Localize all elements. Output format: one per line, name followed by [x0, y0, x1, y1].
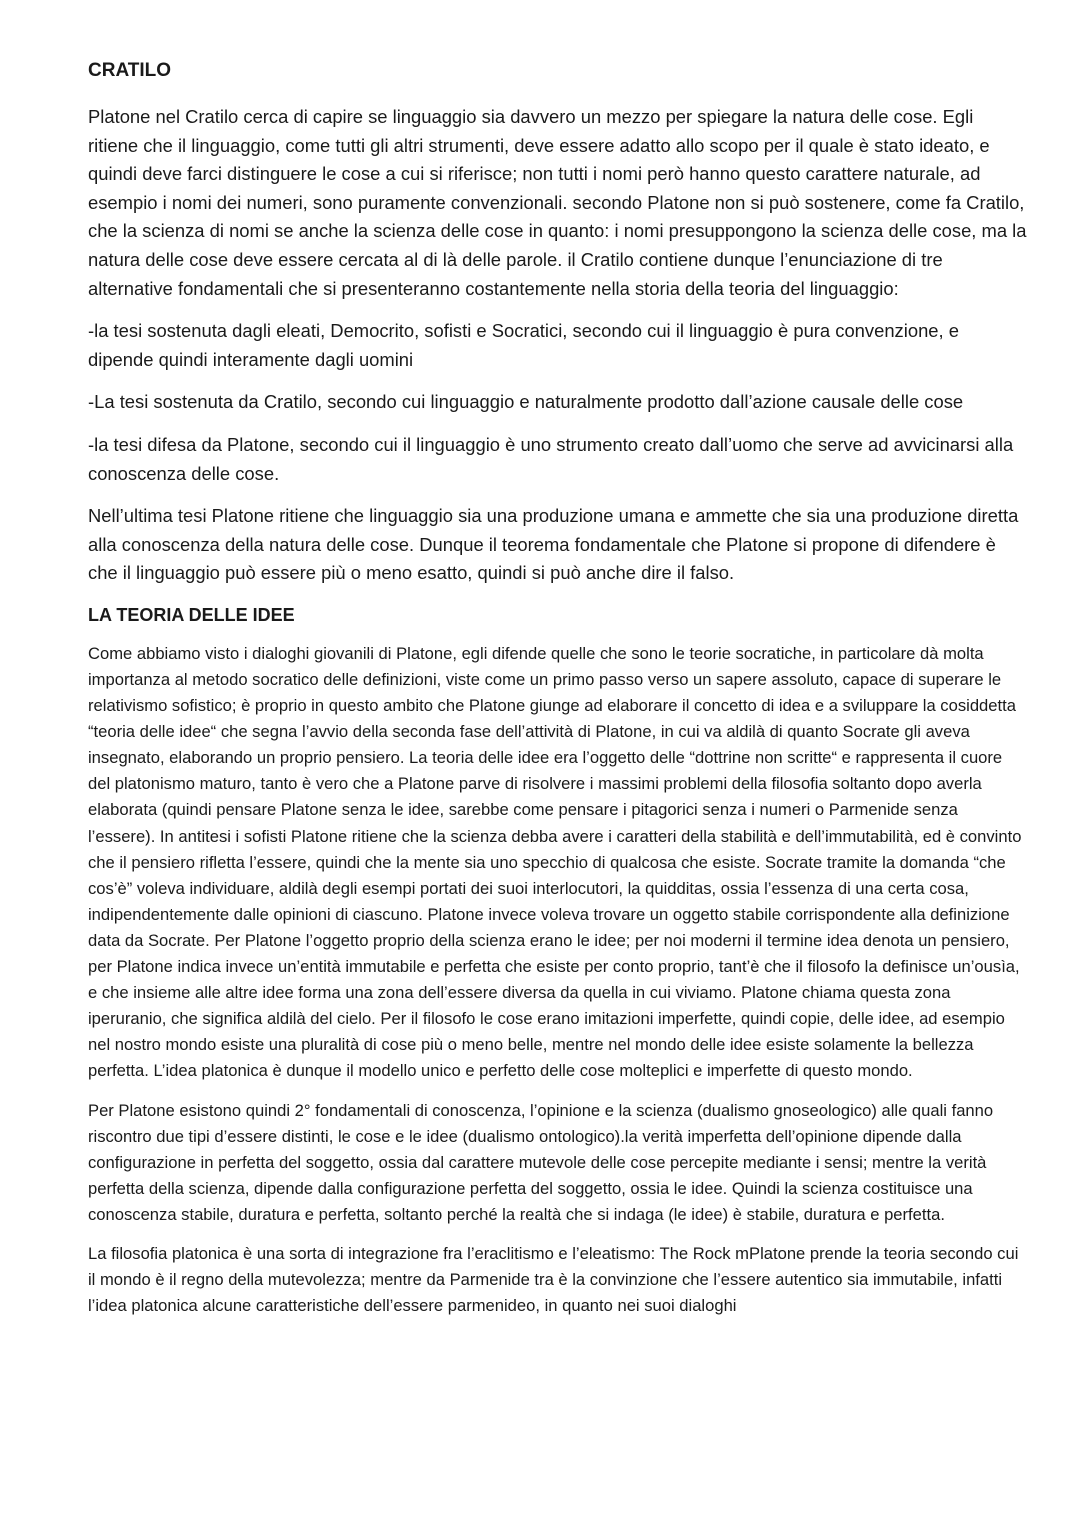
paragraph-thesis-3: -la tesi difesa da Platone, secondo cui il linguaggio è uno strumento creato dall’uomo che serve ad avvicinarsi alla conoscenza delle cose. — [88, 433, 1014, 484]
paragraph: La filosofia platonica è una sorta di integrazione fra l’eraclitismo e l’eleatismo: The Rock mPlatone prende la teoria secondo cui il mondo è il regno della mutevolezza; mentre da Parmenide tra è la convinzione che l’essere autentico sia immutabile, infatti l’idea platonica alcune caratteristiche dell’essere parmenideo, in quanto nei suoi dialoghi — [88, 1243, 1019, 1316]
section-teoria-delle-idee — [88, 641, 1028, 1319]
paragraph-thesis-1: -la tesi sostenuta dagli eleati, Democrito, sofisti e Socratici, secondo cui il linguaggio è pura convenzione, e dipende quindi interamente dagli uomini — [88, 320, 959, 370]
document-page — [88, 58, 1028, 1332]
section-cratilo — [88, 103, 1028, 588]
section-title-cratilo: CRATILO — [88, 60, 172, 81]
section-title-teoria-delle-idee: LA TEORIA DELLE IDEE — [88, 604, 295, 625]
paragraph: Per Platone esistono quindi 2° fondamentali di conoscenza, l’opinione e la scienza (dualismo gnoseologico) alle quali fanno riscontro due tipi d’essere distinti, le cose e le idee (dualismo ontologico).la verità imperfetta dell’opinione dipende dalla configurazione in perfetta del soggetto, ossia dal carattere mutevole delle cose percepite mediante i sensi; mentre la verità perfetta della scienza, dipende dalla configurazione perfetta del soggetto, ossia le idee. Quindi la scienza costituisce una conoscenza stabile, duratura e perfetta, soltanto perché la realtà che si indaga (le idee) è stabile, duratura e perfetta. — [88, 1100, 994, 1224]
paragraph: Nell’ultima tesi Platone ritiene che linguaggio sia una produzione umana e ammette che sia una produzione diretta alla conoscenza della natura delle cose. Dunque il teorema fondamentale che Platone si propone di difendere è che il linguaggio può essere più o meno esatto, quindi si può anche dire il falso. — [88, 505, 1019, 584]
paragraph-thesis-2: -La tesi sostenuta da Cratilo, secondo cui linguaggio e naturalmente prodotto dall’azione causale delle cose — [88, 391, 964, 413]
paragraph: Come abbiamo visto i dialoghi giovanili di Platone, egli difende quelle che sono le teorie socratiche, in particolare dà molta importanza al metodo socratico delle definizioni, viste come un primo passo verso un sapere assoluto, capace di superare le relativismo sofistico; è proprio in questo ambito che Platone giunge ad elaborare il concetto di idea e a sviluppare la cosiddetta “teoria delle idee“ che segna l’avvio della seconda fase dell’attività di Platone, in cui va aldilà di quanto Socrate gli aveva insegnato, elaborando un proprio pensiero. La teoria delle idee era l’oggetto delle “dottrine non scritte“ e rappresenta il cuore del platonismo maturo, tanto è vero che a Platone parve di risolvere i massimi problemi della filosofia soltanto dopo averla elaborata (quindi pensare Platone senza le idee, sarebbe come pensare i pitagorici senza i numeri o Parmenide senza l’essere). In antitesi i sofisti Platone ritiene che la scienza debba avere i caratteri della stabilità e dell’immutabilità, ed è convinto che il pensiero rifletta l’essere, quindi che la mente sia uno specchio di qualcosa che esiste. Socrate tramite la domanda “che cos’è” voleva individuare, aldilà degli esempi portati dei suoi interlocutori, la quidditas, ossia l’essenza di una certa cosa, indipendentemente dalle opinioni di ciascuno. Platone invece voleva trovare un oggetto stabile corrispondente alla definizione data da Socrate. Per Platone l’oggetto proprio della scienza erano le idee; per noi moderni il termine idea denota un pensiero, per Platone indica invece un’entità immutabile e perfetta che esiste per conto proprio, tant’è che il filosofo la definisce un’ousìa, e che insieme alle altre idee forma una zona dell’essere diversa da quella in cui viviamo. Platone chiama questa zona iperuranio, che significa aldilà del cielo. Per il filosofo le cose erano imitazioni imperfette, quindi copie, delle idee, ad esempio nel nostro mondo esiste una pluralità di cose più o meno belle, mentre nel mondo delle idee esiste solamente la bellezza perfetta. L’idea platonica è dunque il modello unico e perfetto delle cose molteplici e imperfette di questo mondo. — [88, 643, 1022, 1081]
paragraph: Platone nel Cratilo cerca di capire se linguaggio sia davvero un mezzo per spiegare la natura delle cose. Egli ritiene che il linguaggio, come tutti gli altri strumenti, deve essere adatto allo scopo per il quale è stato ideato, e quindi deve farci distinguere le cose a cui si riferisce; non tutti i nomi però hanno questo carattere naturale, ad esempio i nomi dei numeri, sono puramente convenzionali. secondo Platone non si può sostenere, come fa Cratilo, che la scienza di nomi se anche la scienza delle cose in quanto: i nomi presuppongono la scienza delle cose, ma la natura delle cose deve essere cercata al di là delle parole. il Cratilo contiene dunque l’enunciazione di tre alternative fondamentali che si presenteranno costantemente nella storia della teoria del linguaggio: — [88, 106, 1027, 299]
